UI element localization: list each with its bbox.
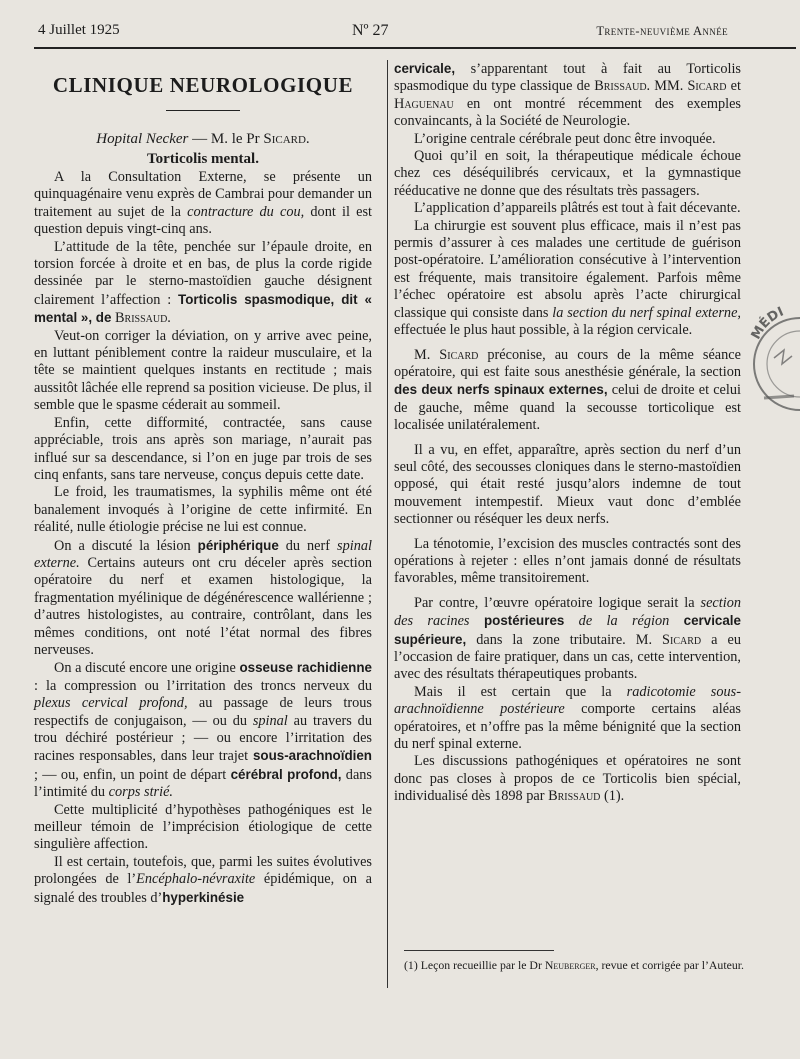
paragraph-r11: Les discussions pathogéniques et opératoires ne sont donc pas closes à propos de ce Torticolis bien spécial, individualisé dès 1898 par Brissaud (1). [394,753,741,805]
right-column [394,60,741,806]
header-rule [34,47,796,49]
paragraph-r2: L’origine centrale cérébrale peut donc être invoquée. [414,130,716,147]
paragraph-4: Enfin, cette difformité, contractée, sans cause appréciable, trois ans après son mariage, n’aurait pas influé sur sa descendance, si l’on en juge par trois de ses cinq enfants, sans tare nerveuse, conçus depuis cette date. [34,414,372,483]
paragraph-r9: Par contre, l’œuvre opératoire logique serait la section des racines postérieures de la région cervicale supérieure, dans la zone tributaire. M. Sicard a eu l’occasion de faire pratiquer, dans un cas, cette intervention, avec des résultats thérapeutiques probants. [394,594,741,683]
title-rule [166,110,240,111]
paragraph-2: L’attitude de la tête, penchée sur l’épaule droite, en torsion forcée à droite et en bas, de plus la corde rigide dessinée par le sterno-mastoïdien gauche désignent clairement l’affection : Torticolis spasmodique, dit « mental », de Brissaud. [34,238,372,327]
paragraph-3: Veut-on corriger la déviation, on y arrive avec peine, en luttant péniblement contre la raideur musculaire, et la tête se maintient quelques instants en rectitude ; mais aussitôt lâchée elle reprend sa position vicieuse. De plus, il semble que le spasme céderait au sommeil. [34,327,372,414]
library-stamp-icon [744,298,800,428]
issue-number: Nº 27 [352,22,389,39]
byline-title: M. le Pr [210,131,260,147]
paragraph-5: Le froid, les traumatismes, la syphilis même ont été banalement invoqués à l’origine de cette infirmité. En réalité, nulle étiologie précise ne lui est connue. [34,484,372,536]
issue-date: 4 Juillet 1925 [38,22,120,38]
byline-surname: Sicard. [263,131,310,147]
paragraph-r6: M. Sicard préconise, au cours de la même séance opératoire, qui est faite sous anesthésie générale, la section des deux nerfs spinaux externes, celui de droite et celui de gauche, même quand la secousse torticolique est localisée unilatéralement. [394,346,741,434]
section-title: CLINIQUE NEUROLOGIQUE [52,73,354,97]
paragraph-r4: L’application d’appareils plâtrés est tout à fait décevante. [414,200,741,217]
column-divider [387,60,388,988]
left-column [34,60,372,907]
byline-dash: — [192,131,208,147]
paragraph-r8: La ténotomie, l’excision des muscles contractés sont des opérations à rejeter : elles n’ont jamais donné de résultats favorables, même transitoirement. [394,535,741,587]
paragraph-r10: Mais il est certain que la radicotomie sous-arachnoïdienne postérieure comporte certains aléas opératoires, et n’offre pas la même bénignité que la section du nerf spinal externe. [394,683,741,753]
paragraph-1: A la Consultation Externe, se présente un quinquagénaire venu exprès de Cambrai pour demander un traitement au sujet de la contracture du cou, dont il est question depuis vingt-cinq ans. [34,169,372,238]
footnote: (1) Leçon recueillie par le Dr Neuberger, revue et corrigée par l’Auteur. [404,958,744,972]
article-subtitle: Torticolis mental. [147,151,259,167]
paragraph-6: On a discuté la lésion périphérique du nerf spinal externe. Certains auteurs ont cru déceler après section opératoire du nerf et examen histologique, la fragmentation myélinique de dégénérescence wallérienne ; d’autres histologistes, au contraire, contrôlant, dans les mêmes conditions, ont noté l’état normal des fibres nerveuses. [34,537,372,658]
byline-hospital: Hopital Necker [96,131,189,147]
stamp-text: MÉDI [748,304,787,343]
paragraph-r3: Quoi qu’il en soit, la thérapeutique médicale échoue chez ces déséquilibrés cervicaux, et la gymnastique rééducative ne donne que des résultats très passagers. [394,148,741,199]
paragraph-7: On a discuté encore une origine osseuse rachidienne : la compression ou l’irritation des troncs nerveux du plexus cervical profond, au passage de leurs trous respectifs de conjugaison, — ou du spinal au travers du trou déchiré postérieur ; — ou encore l’irritation des racines responsables, dans leur trajet sous-arachnoïdien ; — ou, enfin, un point de départ cérébral profond, dans l’intimité du corps strié. [34,660,372,801]
paragraph-r5: La chirurgie est souvent plus efficace, mais il n’est pas permis d’assurer à ces malades une certitude de guérison post-opératoire. L’amélioration consécutive à l’intervention est fréquente, mais transitoire également. Parfois même l’échec opératoire est absolu après l’acte chirurgical classique qui consiste dans la section du nerf spinal externe, effectuée le plus haut possible, à la région cervicale. [394,217,741,339]
paragraph-8: Cette multiplicité d’hypothèses pathogéniques est le meilleur témoin de l’imprécision étiologique de cette singulière affection. [34,801,372,853]
running-header [0,22,800,44]
paragraph-9: Il est certain, toutefois, que, parmi les suites évolutives prolongées de l’Encéphalo-névraxite épidémique, on a signalé des troubles d’hyperkinésie [34,853,372,906]
byline [34,129,372,149]
issue-year: Trente-neuvième Année [596,24,728,38]
paragraph-r7: Il a vu, en effet, apparaître, après section du nerf d’un seul côté, des secousses cloniques dans le sterno-mastoïdien opposé, qui était resté jusqu’alors indemne de tout mouvement intempestif. Mieux vaut donc d’emblée sectionner ou réséquer les deux nerfs. [394,441,741,528]
paragraph-r1: cervicale, s’apparentant tout à fait au Torticolis spasmodique du type classique de Brissaud. MM. Sicard et Haguenau en ont montré récemment des exemples convaincants, à la Société de Neurologie. [394,61,741,130]
footnote-rule [404,950,554,951]
